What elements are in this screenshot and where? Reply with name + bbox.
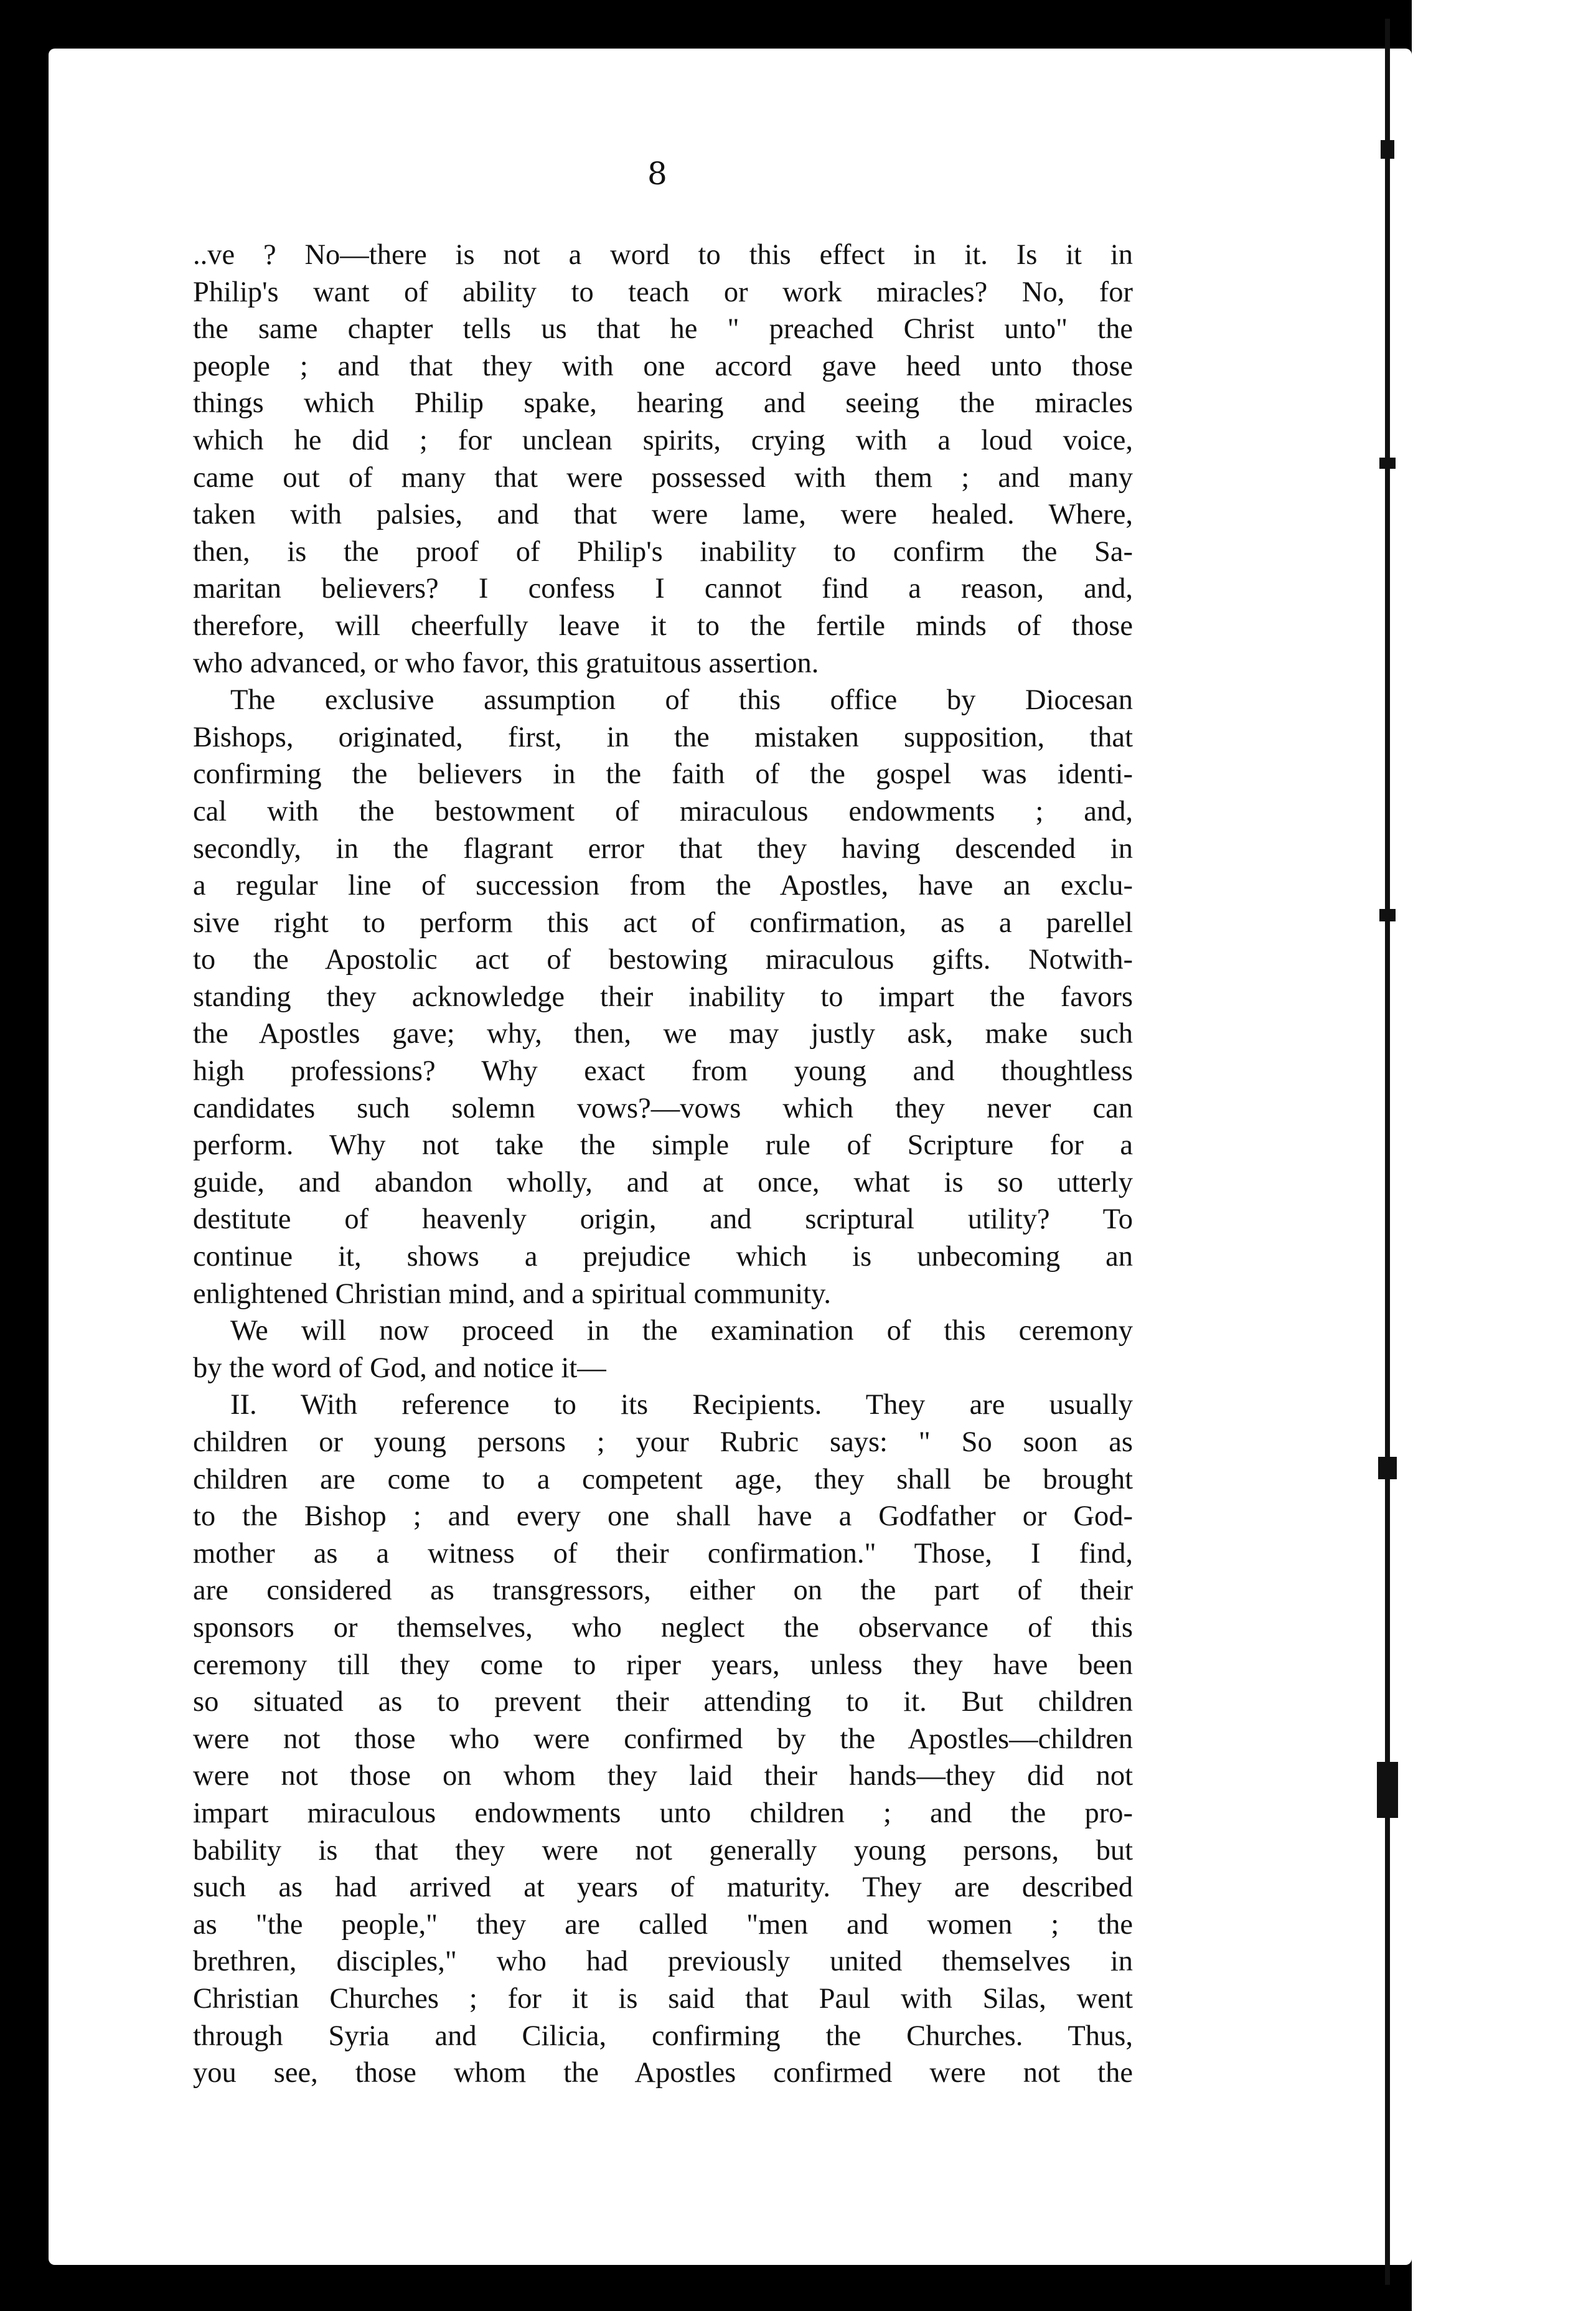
text-line: We will now proceed in the examination of this ceremony xyxy=(230,1315,1133,1347)
text-line: people ; and that they with one accord gave heed unto those xyxy=(193,350,1133,382)
text-line: guide, and abandon wholly, and at once, what is so utterly xyxy=(193,1166,1133,1198)
text-line: Philip's want of ability to teach or work miracles? No, for xyxy=(193,276,1133,308)
text-line: ..ve ? No—there is not a word to this effect in it. Is it in xyxy=(193,239,1133,271)
text-line: things which Philip spake, hearing and seeing the miracles xyxy=(193,387,1133,420)
text-line: continue it, shows a prejudice which is unbecoming an xyxy=(193,1241,1133,1273)
text-line: taken with palsies, and that were lame, were healed. Where, xyxy=(193,499,1133,531)
paragraph xyxy=(193,682,1133,1312)
gutter-mark xyxy=(1378,1457,1397,1479)
text-line: maritan believers? I confess I cannot find a reason, and, xyxy=(193,573,1133,605)
text-line: children are come to a competent age, they shall be brought xyxy=(193,1463,1133,1495)
text-line: therefore, will cheerfully leave it to the fertile minds of those xyxy=(193,610,1133,642)
text-line: who advanced, or who favor, this gratuitous assertion. xyxy=(193,647,819,679)
text-line: were not those on whom they laid their hands—they did not xyxy=(193,1760,1133,1792)
gutter-mark xyxy=(1377,1762,1398,1818)
text-line: are considered as transgressors, either on the part of their xyxy=(193,1574,1133,1607)
text-line: perform. Why not take the simple rule of Scripture for a xyxy=(193,1129,1133,1162)
text-line: through Syria and Cilicia, confirming the Churches. Thus, xyxy=(193,2020,1133,2052)
adjacent-page-edge xyxy=(1412,0,1596,2311)
paragraph xyxy=(193,1386,1133,2091)
page-number: 8 xyxy=(647,156,667,192)
gutter-mark xyxy=(1379,458,1396,469)
text-line: standing they acknowledge their inability to impart the favors xyxy=(193,981,1133,1013)
text-line: as "the people," they are called "men and women ; the xyxy=(193,1908,1133,1941)
text-line: mother as a witness of their confirmation." Those, I find, xyxy=(193,1537,1133,1570)
text-line: sive right to perform this act of confirmation, as a parellel xyxy=(193,906,1133,939)
text-line: bability is that they were not generally young persons, but xyxy=(193,1834,1133,1866)
paragraph xyxy=(193,237,1133,682)
text-line: Bishops, originated, first, in the mistaken supposition, that xyxy=(193,721,1133,753)
text-line: impart miraculous endowments unto children ; and the pro- xyxy=(193,1797,1133,1829)
text-line: so situated as to prevent their attending to it. But children xyxy=(193,1686,1133,1718)
binding-gutter-line xyxy=(1385,19,1390,2285)
text-line: the same chapter tells us that he " preached Christ unto" the xyxy=(193,313,1133,346)
paragraph xyxy=(193,1312,1133,1386)
text-line: II. With reference to its Recipients. They are usually xyxy=(230,1389,1133,1421)
text-line: you see, those whom the Apostles confirmed were not the xyxy=(193,2057,1133,2089)
text-line: secondly, in the flagrant error that they having descended in xyxy=(193,832,1133,865)
text-line: the Apostles gave; why, then, we may justly ask, make such xyxy=(193,1018,1133,1050)
text-line: brethren, disciples," who had previously united themselves in xyxy=(193,1946,1133,1978)
text-line: were not those who were confirmed by the Apostles—children xyxy=(193,1723,1133,1755)
text-line: high professions? Why exact from young and thoughtless xyxy=(193,1055,1133,1088)
text-line: a regular line of succession from the Apostles, have an exclu- xyxy=(193,870,1133,902)
body-text xyxy=(193,237,1133,2092)
text-line: confirming the believers in the faith of the gospel was identi- xyxy=(193,758,1133,791)
text-line: such as had arrived at years of maturity. They are described xyxy=(193,1871,1133,1904)
text-line: Christian Churches ; for it is said that Paul with Silas, went xyxy=(193,1982,1133,2015)
text-line: The exclusive assumption of this office by Diocesan xyxy=(230,684,1133,717)
text-line: which he did ; for unclean spirits, crying with a loud voice, xyxy=(193,424,1133,456)
text-line: to the Apostolic act of bestowing miraculous gifts. Notwith- xyxy=(193,944,1133,976)
text-line: by the word of God, and notice it— xyxy=(193,1352,606,1384)
gutter-mark xyxy=(1379,909,1396,921)
text-line: cal with the bestowment of miraculous endowments ; and, xyxy=(193,795,1133,827)
text-line: children or young persons ; your Rubric says: " So soon as xyxy=(193,1426,1133,1458)
text-line: ceremony till they come to riper years, unless they have been xyxy=(193,1649,1133,1681)
gutter-mark xyxy=(1381,140,1394,159)
text-line: then, is the proof of Philip's inability to confirm the Sa- xyxy=(193,535,1133,568)
text-line: to the Bishop ; and every one shall have a Godfather or God- xyxy=(193,1500,1133,1533)
text-line: candidates such solemn vows?—vows which they never can xyxy=(193,1092,1133,1124)
text-line: destitute of heavenly origin, and scriptural utility? To xyxy=(193,1203,1133,1236)
text-line: sponsors or themselves, who neglect the observance of this xyxy=(193,1611,1133,1644)
text-line: enlightened Christian mind, and a spiritual community. xyxy=(193,1278,831,1310)
text-line: came out of many that were possessed with them ; and many xyxy=(193,461,1133,494)
